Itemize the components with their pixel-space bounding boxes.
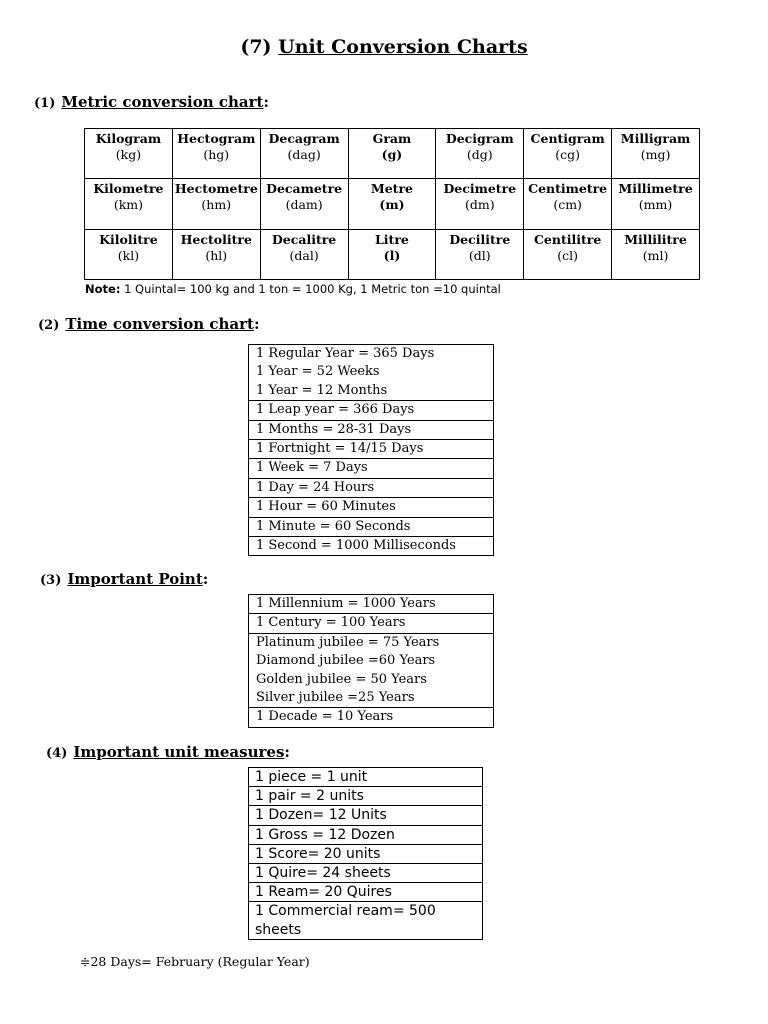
metric-cell (612, 179, 700, 229)
unit-name: Decilitre (449, 231, 511, 247)
unit-abbreviation: (dl) (468, 247, 491, 263)
unit-name: Hectometre (174, 181, 258, 197)
unit-name: Decimetre (443, 181, 517, 197)
time-conversion-row (249, 345, 493, 400)
time-conversion-line: 1 Year = 52 Weeks (256, 364, 380, 380)
unit-name: Decametre (266, 181, 343, 197)
metric-conversion-table (84, 128, 700, 280)
metric-cell (85, 229, 173, 279)
time-conversion-line: 1 Months = 28-31 Days (256, 421, 412, 437)
unit-abbreviation: (ml) (642, 247, 669, 263)
time-conversion-line: 1 Regular Year = 365 Days (256, 346, 435, 361)
unit-measure-line: 1 Gross = 12 Dozen (255, 826, 395, 843)
footnote: ≑28 Days= February (Regular Year) (80, 954, 310, 969)
metric-cell (524, 179, 612, 229)
important-point-box (248, 594, 494, 728)
metric-note: Note: 1 Quintal= 100 kg and 1 ton = 1000 Kg, 1 Metric ton =10 quintal (85, 282, 501, 296)
unit-abbreviation: (hg) (203, 147, 230, 162)
unit-abbreviation: (cl) (557, 247, 579, 263)
important-point-line: Diamond jubilee =60 Years (256, 653, 436, 669)
time-conversion-row (249, 517, 493, 536)
important-point-line: 1 Decade = 10 Years (256, 709, 394, 725)
unit-abbreviation: (mm) (638, 197, 673, 213)
important-point-line: Platinum jubilee = 75 Years (256, 634, 440, 650)
unit-abbreviation: (dam) (285, 197, 323, 213)
unit-measure-line: 1 Ream= 20 Quires (255, 884, 392, 901)
unit-name: Decigram (445, 131, 514, 146)
time-conversion-line: 1 Fortnight = 14/15 Days (256, 441, 424, 457)
title-text: Unit Conversion Charts (278, 36, 528, 58)
unit-measure-row (249, 786, 482, 805)
unit-abbreviation: (cm) (553, 197, 582, 213)
unit-measure-row (249, 844, 482, 863)
metric-row (85, 179, 700, 229)
unit-name: Litre (375, 231, 409, 247)
important-point-row (249, 613, 493, 632)
metric-cell (348, 229, 436, 279)
unit-abbreviation: (dm) (464, 197, 495, 213)
time-conversion-line: 1 Day = 24 Hours (256, 479, 375, 495)
unit-measure-row (249, 768, 482, 786)
section-heading-time: (2) Time conversion chart: (38, 315, 260, 333)
time-conversion-line: 1 Week = 7 Days (256, 460, 368, 476)
unit-abbreviation: (hl) (205, 247, 228, 263)
unit-measure-line: 1 Dozen= 12 Units (255, 807, 387, 824)
metric-cell (612, 229, 700, 279)
unit-measure-line: 1 Commercial ream= 500 sheets (255, 903, 436, 938)
unit-measure-row (249, 863, 482, 882)
unit-name: Centigram (530, 131, 605, 146)
metric-row (85, 129, 700, 179)
unit-name: Millimetre (618, 181, 693, 197)
metric-cell (436, 129, 524, 179)
time-conversion-row (249, 439, 493, 458)
metric-row (85, 229, 700, 279)
metric-cell (348, 129, 436, 179)
metric-cell (85, 179, 173, 229)
metric-cell (348, 179, 436, 229)
section-heading-metric: (1) Metric conversion chart: (34, 93, 270, 111)
time-conversion-line: 1 Year = 12 Months (256, 382, 388, 398)
time-conversion-row (249, 497, 493, 516)
unit-name: Milligram (620, 131, 691, 146)
metric-cell (85, 129, 173, 179)
unit-name: Kilogram (95, 131, 162, 146)
metric-cell (172, 179, 260, 229)
metric-cell (436, 229, 524, 279)
unit-name: Hectolitre (180, 231, 252, 247)
important-point-line: 1 Millennium = 1000 Years (256, 596, 436, 611)
unit-name: Kilometre (93, 181, 164, 197)
unit-measure-row (249, 805, 482, 824)
metric-cell (524, 129, 612, 179)
unit-measure-row (249, 825, 482, 844)
time-conversion-box (248, 344, 494, 556)
unit-abbreviation: (dg) (466, 147, 493, 162)
unit-name: Kilolitre (99, 231, 158, 247)
unit-measure-row (249, 901, 482, 938)
unit-name: Gram (372, 131, 412, 146)
important-point-line: Golden jubilee = 50 Years (256, 671, 427, 687)
metric-cell (612, 129, 700, 179)
unit-abbreviation: (dal) (289, 247, 319, 263)
metric-cell (524, 229, 612, 279)
metric-cell (172, 129, 260, 179)
time-conversion-row (249, 536, 493, 555)
unit-abbreviation: (hm) (201, 197, 232, 213)
metric-cell (260, 229, 348, 279)
important-point-line: 1 Century = 100 Years (256, 615, 406, 631)
unit-name: Metre (370, 181, 413, 197)
unit-measure-row (249, 882, 482, 901)
metric-cell (172, 229, 260, 279)
unit-abbreviation: (m) (379, 197, 405, 213)
time-conversion-row (249, 478, 493, 497)
title-number: (7) (240, 36, 272, 58)
unit-measure-line: 1 Score= 20 units (255, 845, 381, 862)
unit-name: Centimetre (528, 181, 608, 197)
time-conversion-row (249, 458, 493, 477)
unit-abbreviation: (l) (383, 247, 401, 263)
time-conversion-line: 1 Second = 1000 Milliseconds (256, 538, 456, 554)
unit-abbreviation: (km) (113, 197, 144, 213)
time-conversion-row (249, 400, 493, 419)
unit-name: Millilitre (624, 231, 687, 247)
unit-measure-line: 1 pair = 2 units (255, 788, 364, 805)
unit-name: Centilitre (533, 231, 602, 247)
unit-abbreviation: (kl) (117, 247, 140, 263)
important-point-row (249, 633, 493, 708)
unit-measure-line: 1 piece = 1 unit (255, 769, 368, 785)
important-point-line: Silver jubilee =25 Years (256, 690, 415, 706)
unit-name: Decagram (268, 131, 340, 146)
unit-abbreviation: (mg) (640, 147, 671, 162)
section-heading-important-point: (3) Important Point: (40, 570, 209, 588)
metric-cell (260, 179, 348, 229)
important-point-row (249, 707, 493, 726)
unit-abbreviation: (g) (381, 147, 403, 162)
page-title (0, 36, 768, 58)
unit-abbreviation: (cg) (555, 147, 581, 162)
metric-cell (436, 179, 524, 229)
unit-name: Hectogram (177, 131, 256, 146)
unit-measures-box (248, 767, 483, 940)
unit-name: Decalitre (271, 231, 337, 247)
important-point-row (249, 595, 493, 613)
metric-cell (260, 129, 348, 179)
unit-abbreviation: (kg) (115, 147, 142, 162)
time-conversion-line: 1 Leap year = 366 Days (256, 402, 415, 418)
unit-abbreviation: (dag) (287, 147, 321, 162)
time-conversion-line: 1 Minute = 60 Seconds (256, 518, 411, 534)
time-conversion-line: 1 Hour = 60 Minutes (256, 499, 396, 515)
unit-measure-line: 1 Quire= 24 sheets (255, 865, 391, 882)
time-conversion-row (249, 420, 493, 439)
section-heading-unit-measures: (4) Important unit measures: (46, 743, 290, 761)
